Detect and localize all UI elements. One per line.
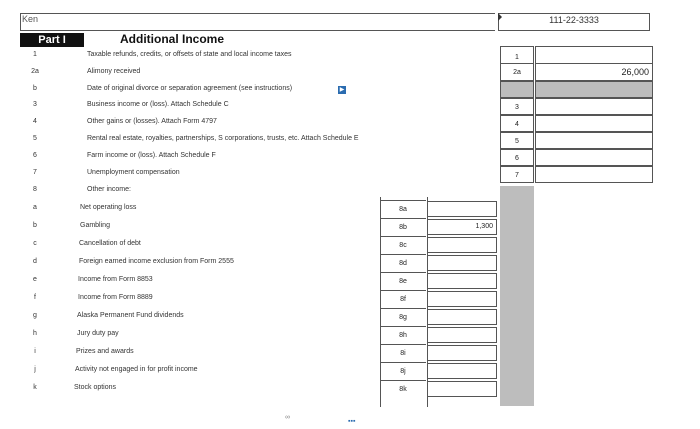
subline-box-label: 8k xyxy=(380,380,426,398)
subline-label: Prizes and awards xyxy=(76,348,134,355)
line-label: Taxable refunds, credits, or offsets of state and local income taxes xyxy=(87,51,292,58)
shaded-cell xyxy=(535,81,653,98)
line-8k-amount-field[interactable] xyxy=(427,381,497,397)
line-5-amount-field[interactable] xyxy=(535,132,653,149)
grid-icon[interactable]: ▪▪▪ xyxy=(348,418,356,425)
line-number: 5 xyxy=(33,135,37,142)
line-label: Unemployment compensation xyxy=(87,169,180,176)
subline-label: Foreign earned income exclusion from Form 2555 xyxy=(79,258,234,265)
line-number-box: 5 xyxy=(500,132,534,149)
line-number: b xyxy=(33,85,37,92)
line-8i-amount-field[interactable] xyxy=(427,345,497,361)
line-3-amount-field[interactable] xyxy=(535,98,653,115)
subline-letter: e xyxy=(33,276,37,283)
line-number-box: 6 xyxy=(500,149,534,166)
line-number: 1 xyxy=(33,51,37,58)
line-8j-amount-field[interactable] xyxy=(427,363,497,379)
part-label: Part I xyxy=(20,33,84,47)
subline-letter: f xyxy=(34,294,36,301)
subline-letter: a xyxy=(33,204,37,211)
line-label: Other gains or (losses). Attach Form 4797 xyxy=(87,118,217,125)
subline-box-label: 8c xyxy=(380,236,426,254)
line-8f-amount-field[interactable] xyxy=(427,291,497,307)
info-arrow-icon[interactable]: ▶ xyxy=(339,87,345,93)
subline-label: Income from Form 8889 xyxy=(78,294,153,301)
line-number: 4 xyxy=(33,118,37,125)
line-label: Date of original divorce or separation agreement (see instructions) xyxy=(87,85,293,92)
subline-label: Jury duty pay xyxy=(77,330,119,337)
subline-label: Income from Form 8853 xyxy=(78,276,153,283)
ssn-value: 111-22-3333 xyxy=(549,15,599,25)
subline-letter: b xyxy=(33,222,37,229)
line-2a-amount-field[interactable]: 26,000 xyxy=(535,63,653,81)
subline-label: Stock options xyxy=(74,384,117,391)
line-8c-amount-field[interactable] xyxy=(427,237,497,253)
line-number-box: 4 xyxy=(500,115,534,132)
subline-letter: h xyxy=(33,330,37,337)
line-number-box: 3 xyxy=(500,98,534,115)
shaded-cell xyxy=(500,81,534,98)
subline-letter: g xyxy=(33,312,37,319)
subline-letter: c xyxy=(33,240,37,247)
line-number-box: 2a xyxy=(500,63,534,81)
link-icon[interactable]: ∞ xyxy=(285,414,290,421)
line-8e-amount-field[interactable] xyxy=(427,273,497,289)
line-label: Other income: xyxy=(87,186,131,193)
subline-label: Net operating loss xyxy=(80,204,137,211)
part-title: Additional Income xyxy=(120,32,225,46)
subline-box-label: 8b xyxy=(380,218,426,236)
subline-letter: j xyxy=(34,366,36,373)
line-label: Rental real estate, royalties, partnerships, S corporations, trusts, etc. Attach Schedule E xyxy=(87,135,359,142)
line-8h-amount-field[interactable] xyxy=(427,327,497,343)
subline-box-label: 8d xyxy=(380,254,426,272)
line-8a-amount-field[interactable] xyxy=(427,201,497,217)
line-4-amount-field[interactable] xyxy=(535,115,653,132)
line-number-box: 1 xyxy=(500,46,534,68)
line-8d-amount-field[interactable] xyxy=(427,255,497,271)
line-number: 6 xyxy=(33,152,37,159)
subline-label: Alaska Permanent Fund dividends xyxy=(77,312,184,319)
line-8b-amount-field[interactable]: 1,300 xyxy=(427,219,497,235)
line-6-amount-field[interactable] xyxy=(535,149,653,166)
line-number: 8 xyxy=(33,186,37,193)
line-7-amount-field[interactable] xyxy=(535,166,653,183)
line-number-box: 7 xyxy=(500,166,534,183)
line-number: 2a xyxy=(31,68,39,75)
subline-letter: k xyxy=(33,384,37,391)
subline-box-label: 8e xyxy=(380,272,426,290)
line-number: 3 xyxy=(33,101,37,108)
line-label: Farm income or (loss). Attach Schedule F xyxy=(87,152,216,159)
line-label: Alimony received xyxy=(87,68,141,75)
subline-letter: i xyxy=(34,348,36,355)
subline-label: Cancellation of debt xyxy=(79,240,141,247)
name-field[interactable] xyxy=(20,13,495,31)
shaded-column xyxy=(500,186,534,406)
subline-box-label: 8a xyxy=(380,200,426,218)
subline-box-label: 8i xyxy=(380,344,426,362)
line-label: Business income or (loss). Attach Schedule C xyxy=(87,101,229,108)
subline-box-label: 8g xyxy=(380,308,426,326)
line-number: 7 xyxy=(33,169,37,176)
subline-box-label: 8f xyxy=(380,290,426,308)
subline-box-label: 8j xyxy=(380,362,426,380)
subline-box-label: 8h xyxy=(380,326,426,344)
subline-letter: d xyxy=(33,258,37,265)
subline-label: Gambling xyxy=(80,222,110,229)
name-value: Ken xyxy=(22,14,39,24)
subline-label: Activity not engaged in for profit income xyxy=(75,366,198,373)
line-8g-amount-field[interactable] xyxy=(427,309,497,325)
